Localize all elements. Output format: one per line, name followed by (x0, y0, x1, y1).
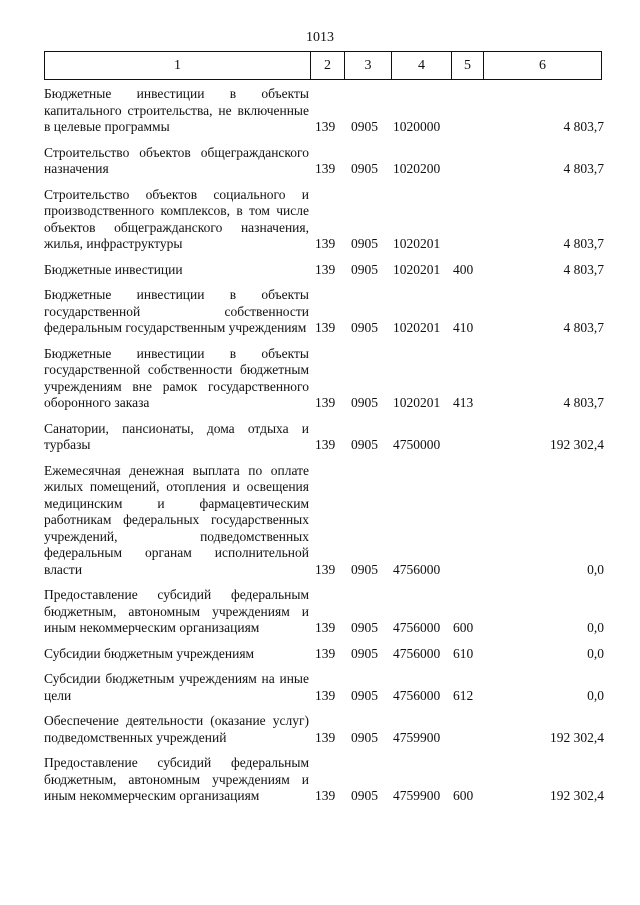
row-col-2: 139 (315, 395, 336, 410)
row-col-5: 612 (453, 687, 474, 703)
row-col-4: 1020201 (393, 395, 441, 410)
row-col-3: 0905 (351, 161, 378, 176)
row-col-2: 139 (315, 161, 336, 176)
row-amount: 4 803,7 (563, 119, 604, 134)
row-description: Ежемесячная денежная выплата по оплате жилых помещений, отопления и освещения медицинским и фармацевтическим работникам федеральных государственных учреждений, подведомственных федеральным органам исполнительной власти (44, 462, 309, 577)
row-col-2: 139 (315, 261, 336, 277)
row-col-3: 0905 (351, 620, 378, 635)
header-col-6: 6 (484, 52, 602, 80)
row-col-2: 139 (315, 645, 336, 661)
row-description: Строительство объектов общегражданского назначения (44, 144, 309, 176)
row-col-4: 1020000 (393, 119, 441, 134)
row-col-5: 600 (453, 788, 474, 803)
table-row (44, 187, 604, 253)
row-col-2: 139 (315, 561, 336, 577)
row-col-3: 0905 (351, 729, 378, 745)
row-amount: 4 803,7 (563, 320, 604, 335)
row-amount: 0,0 (587, 687, 604, 703)
row-col-3: 0905 (351, 119, 378, 134)
table-row (44, 145, 604, 178)
row-col-2: 139 (315, 687, 336, 703)
row-col-3: 0905 (351, 687, 378, 703)
table-row (44, 463, 604, 579)
row-description: Обеспечение деятельности (оказание услуг) подведомственных учреждений (44, 713, 309, 745)
row-col-4: 4750000 (393, 437, 441, 452)
row-description: Субсидии бюджетным учреждениям (44, 645, 255, 661)
row-col-4: 1020201 (393, 236, 441, 251)
row-amount: 192 302,4 (550, 788, 604, 803)
row-description: Бюджетные инвестиции в объекты государственной собственности федеральным государственным учреждениям (44, 287, 309, 335)
row-col-5: 410 (453, 320, 474, 335)
header-col-3: 3 (345, 52, 392, 80)
row-col-5: 600 (453, 620, 474, 635)
row-col-3: 0905 (351, 261, 378, 277)
row-col-2: 139 (315, 236, 336, 251)
header-col-5: 5 (452, 52, 484, 80)
table-row (44, 421, 604, 454)
row-description: Предоставление субсидий федеральным бюджетным, автономным учреждениям и иным некоммерческим организациям (44, 587, 309, 635)
row-description: Санатории, пансионаты, дома отдыха и турбазы (44, 420, 309, 452)
table-row (44, 346, 604, 412)
row-col-4: 4756000 (393, 687, 441, 703)
row-col-2: 139 (315, 788, 336, 803)
row-description: Строительство объектов социального и производственного комплексов, в том числе объектов общегражданского назначения, жилья, инфраструктуры (44, 186, 309, 251)
table-row (44, 287, 604, 337)
row-col-4: 4759900 (393, 729, 441, 745)
table-row (44, 262, 604, 279)
row-col-2: 139 (315, 729, 336, 745)
row-col-2: 139 (315, 620, 336, 635)
row-amount: 4 803,7 (563, 236, 604, 251)
row-amount: 4 803,7 (563, 261, 604, 277)
row-description: Предоставление субсидий федеральным бюджетным, автономным учреждениям и иным некоммерческим организациям (44, 755, 309, 803)
header-col-2: 2 (311, 52, 345, 80)
row-col-2: 139 (315, 320, 336, 335)
row-amount: 0,0 (587, 620, 604, 635)
page-number: 1013 (306, 30, 334, 45)
row-col-5: 400 (453, 261, 474, 277)
row-description: Субсидии бюджетным учреждениям на иные цели (44, 671, 309, 703)
table-header (44, 51, 602, 80)
row-col-4: 1020201 (393, 320, 441, 335)
row-description: Бюджетные инвестиции в объекты государственной собственности бюджетным учреждениям вне рамок государственного оборонного заказа (44, 345, 309, 410)
row-col-5: 610 (453, 645, 474, 661)
row-col-4: 4756000 (393, 645, 441, 661)
row-description: Бюджетные инвестиции (44, 261, 183, 277)
row-amount: 192 302,4 (550, 437, 604, 452)
row-col-4: 1020201 (393, 261, 441, 277)
row-amount: 4 803,7 (563, 395, 604, 410)
row-col-3: 0905 (351, 320, 378, 335)
row-col-4: 4759900 (393, 788, 441, 803)
table-row (44, 86, 604, 136)
row-col-2: 139 (315, 119, 336, 134)
row-amount: 0,0 (587, 645, 604, 661)
header-col-4: 4 (392, 52, 452, 80)
row-col-3: 0905 (351, 788, 378, 803)
row-col-3: 0905 (351, 561, 378, 577)
table-row (44, 755, 604, 805)
row-col-2: 139 (315, 437, 336, 452)
row-amount: 192 302,4 (550, 729, 604, 745)
table-row (44, 587, 604, 637)
row-amount: 0,0 (587, 561, 604, 577)
row-col-3: 0905 (351, 437, 378, 452)
table-row (44, 646, 604, 663)
row-col-3: 0905 (351, 395, 378, 410)
row-amount: 4 803,7 (563, 161, 604, 176)
row-col-4: 4756000 (393, 561, 441, 577)
row-col-3: 0905 (351, 645, 378, 661)
row-description: Бюджетные инвестиции в объекты капитального строительства, не включенные в целевые программы (44, 86, 309, 134)
table-row (44, 713, 604, 746)
row-col-3: 0905 (351, 236, 378, 251)
header-col-1: 1 (45, 52, 311, 80)
table-row (44, 671, 604, 704)
row-col-4: 4756000 (393, 620, 441, 635)
table-body (44, 86, 604, 814)
row-col-5: 413 (453, 395, 474, 410)
row-col-4: 1020200 (393, 161, 441, 176)
